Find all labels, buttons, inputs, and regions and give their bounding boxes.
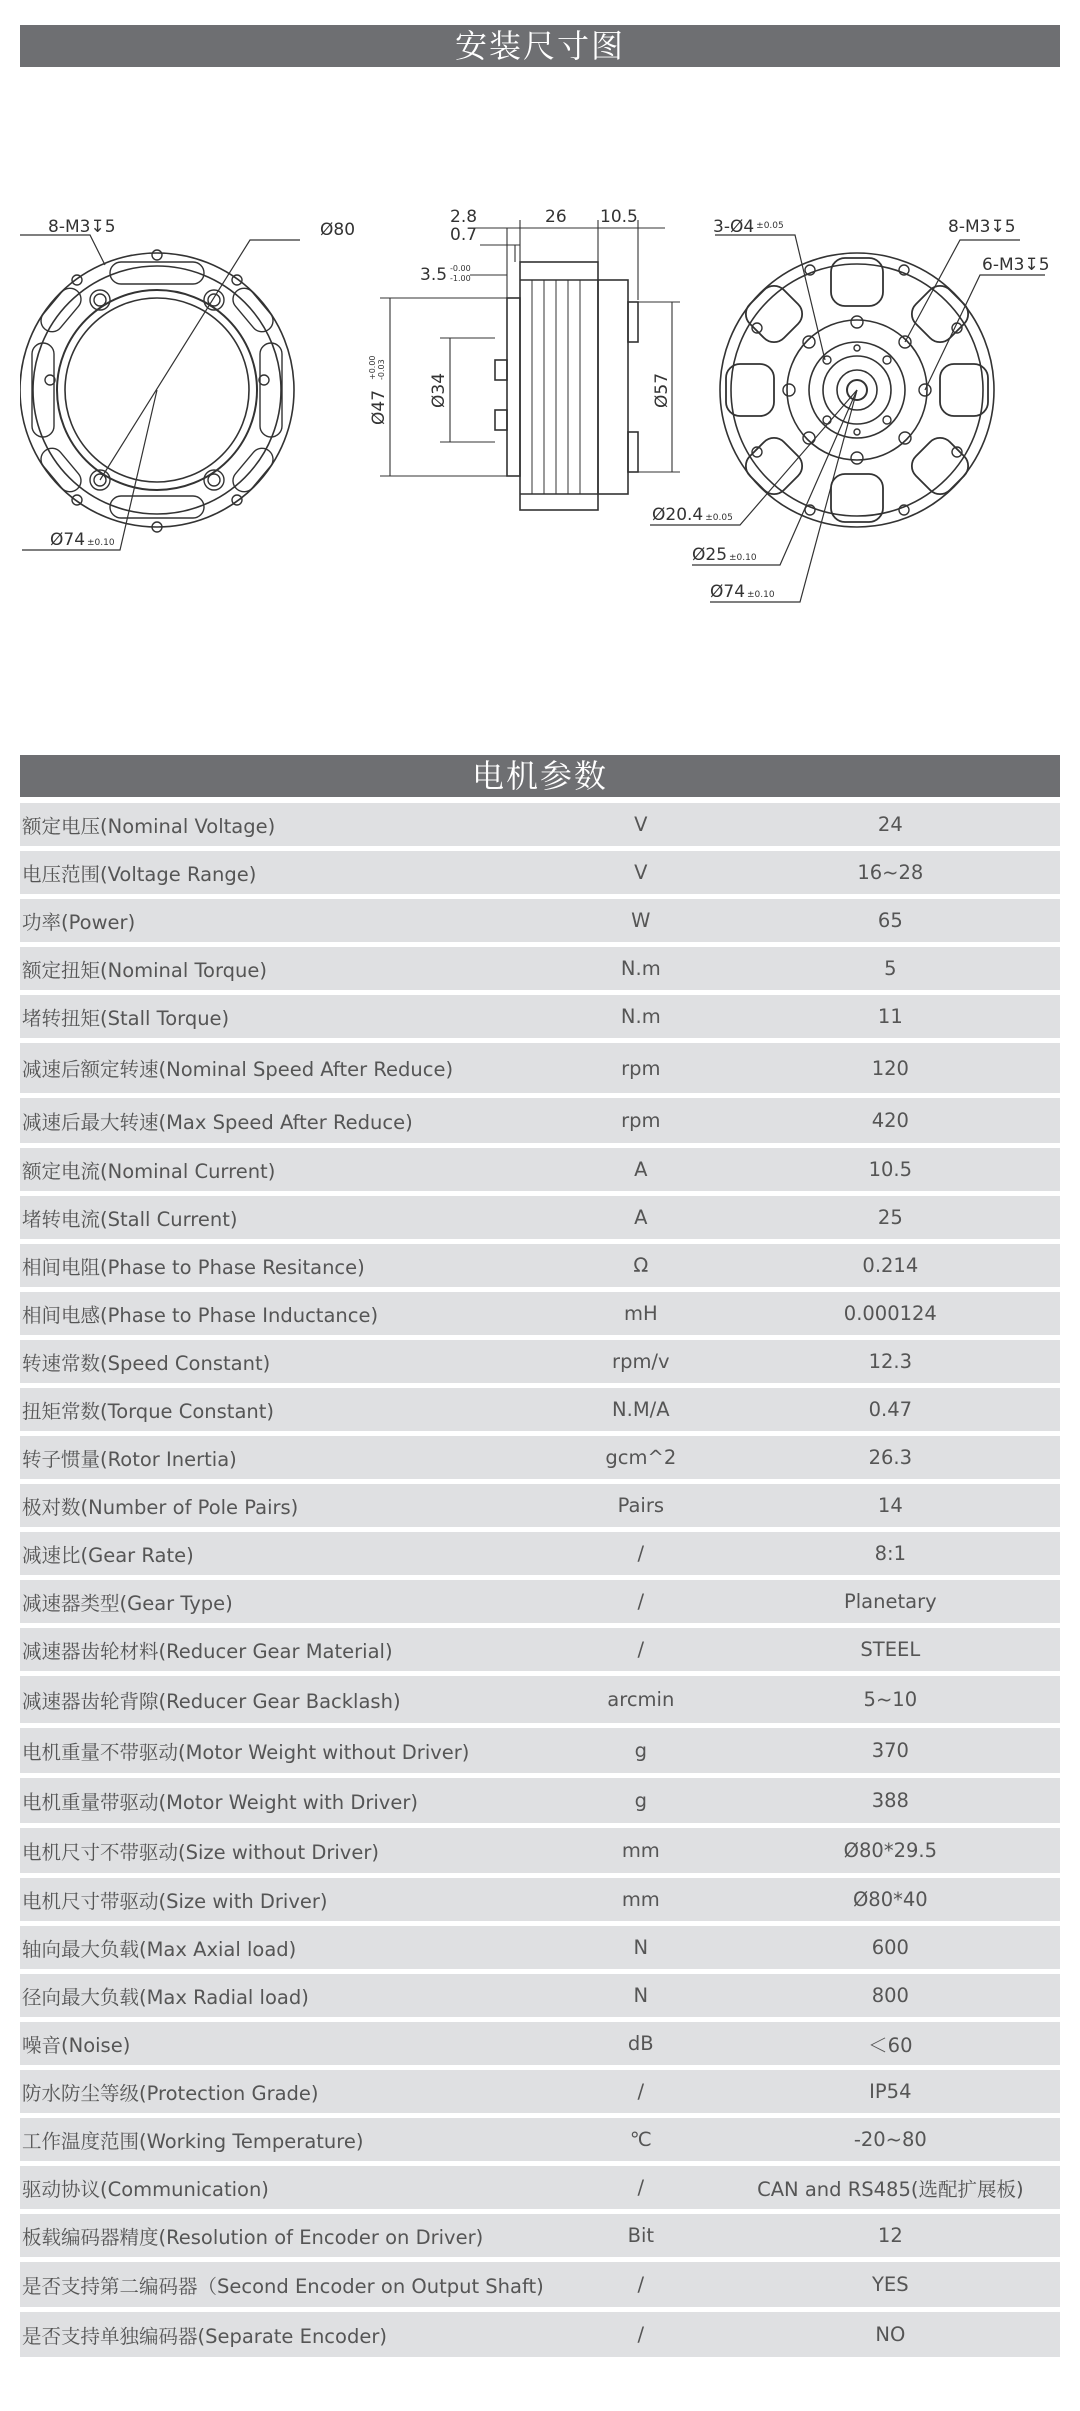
label-left-holes: 8-M3 bbox=[48, 217, 91, 237]
table-row bbox=[20, 1244, 1060, 1287]
param-name: 减速器类型(Gear Type) bbox=[22, 1591, 233, 1615]
table-row bbox=[20, 2262, 1060, 2307]
param-unit: mH bbox=[623, 1302, 658, 1325]
table-row bbox=[20, 2214, 1060, 2257]
param-value: 800 bbox=[871, 1984, 909, 2007]
param-value: NO bbox=[875, 2323, 906, 2346]
label-right-8m3: 8-M3 bbox=[948, 217, 991, 237]
table-row bbox=[20, 2118, 1060, 2161]
table-row bbox=[20, 2070, 1060, 2113]
param-name: 堵转扭矩(Stall Torque) bbox=[22, 1006, 230, 1030]
svg-text:-1.00: -1.00 bbox=[450, 274, 471, 283]
param-unit: / bbox=[637, 2176, 645, 2199]
label-right-3-dia4: 3-Ø4 bbox=[713, 217, 755, 237]
param-unit: mm bbox=[621, 1888, 660, 1911]
param-value: 12 bbox=[877, 2224, 903, 2247]
param-name: 电压范围(Voltage Range) bbox=[22, 862, 257, 886]
param-name: 是否支持第二编码器（Second Encoder on Output Shaft) bbox=[22, 2274, 544, 2298]
mounting-dimension-drawing bbox=[20, 90, 1060, 690]
table-row bbox=[20, 1484, 1060, 1527]
table-row bbox=[20, 1532, 1060, 1575]
param-value: 11 bbox=[877, 1005, 903, 1028]
drawing-section-title: 安装尺寸图 bbox=[20, 25, 1060, 67]
param-value: Ø80*29.5 bbox=[843, 1839, 937, 1862]
table-row bbox=[20, 1580, 1060, 1623]
param-name: 功率(Power) bbox=[22, 910, 136, 934]
param-unit: Bit bbox=[627, 2224, 655, 2247]
table-row bbox=[20, 2022, 1060, 2065]
label-right-dia20-4: Ø20.4 bbox=[652, 505, 704, 525]
param-name: 扭矩常数(Torque Constant) bbox=[22, 1399, 275, 1423]
param-unit: dB bbox=[627, 2032, 654, 2055]
param-name: 电机重量不带驱动(Motor Weight without Driver) bbox=[22, 1740, 470, 1764]
table-row bbox=[20, 995, 1060, 1038]
param-value: 10.5 bbox=[868, 1158, 913, 1181]
param-unit: rpm/v bbox=[612, 1350, 670, 1373]
svg-text:8-M3↧5: 8-M3↧5 bbox=[48, 217, 116, 237]
label-side-2-8: 2.8 bbox=[450, 207, 478, 227]
param-value: 24 bbox=[877, 813, 903, 836]
table-row bbox=[20, 1628, 1060, 1671]
param-value: 120 bbox=[871, 1056, 909, 1080]
param-value: 370 bbox=[871, 1739, 909, 1762]
param-unit: V bbox=[634, 813, 648, 836]
param-value: 5 bbox=[884, 957, 897, 980]
param-value: 12.3 bbox=[868, 1350, 913, 1373]
label-right-6m3: 6-M3 bbox=[982, 255, 1025, 275]
param-name: 防水防尘等级(Protection Grade) bbox=[22, 2081, 319, 2105]
param-value: ＜60 bbox=[868, 2033, 913, 2057]
param-name: 相间电感(Phase to Phase Inductance) bbox=[22, 1303, 379, 1327]
param-unit: V bbox=[634, 861, 648, 884]
table-row bbox=[20, 1148, 1060, 1191]
svg-text:-0.00: -0.00 bbox=[450, 264, 471, 273]
param-value: 420 bbox=[871, 1109, 909, 1132]
table-row bbox=[20, 851, 1060, 894]
param-unit: / bbox=[637, 2080, 645, 2103]
param-unit: / bbox=[637, 2273, 645, 2296]
param-name: 额定电流(Nominal Current) bbox=[22, 1159, 276, 1183]
param-unit: N.M/A bbox=[612, 1398, 670, 1421]
table-row bbox=[20, 1676, 1060, 1723]
param-value: STEEL bbox=[860, 1638, 921, 1661]
param-name: 减速比(Gear Rate) bbox=[22, 1543, 194, 1567]
label-right-dia25: Ø25 bbox=[692, 545, 728, 565]
param-name: 驱动协议(Communication) bbox=[22, 2177, 269, 2201]
param-value: Planetary bbox=[844, 1590, 937, 1613]
table-row bbox=[20, 2166, 1060, 2209]
param-unit: gcm^2 bbox=[605, 1446, 677, 1469]
param-name: 减速器齿轮材料(Reducer Gear Material) bbox=[22, 1639, 393, 1663]
param-value: 8:1 bbox=[874, 1542, 907, 1565]
param-unit: / bbox=[637, 1638, 645, 1661]
param-value: 25 bbox=[877, 1206, 903, 1229]
param-unit: N bbox=[633, 1984, 649, 2007]
param-unit: rpm bbox=[621, 1056, 661, 1080]
svg-text:Ø25±0.10: Ø25 ±0.10 bbox=[692, 545, 757, 565]
table-row bbox=[20, 1778, 1060, 1823]
param-name: 是否支持单独编码器(Separate Encoder) bbox=[22, 2324, 387, 2348]
params-section-title: 电机参数 bbox=[20, 755, 1060, 797]
label-left-dia80: Ø80 bbox=[320, 220, 356, 240]
param-name: 电机尺寸不带驱动(Size without Driver) bbox=[22, 1840, 379, 1864]
param-unit: Ω bbox=[633, 1254, 649, 1277]
param-value: 600 bbox=[871, 1936, 909, 1959]
param-unit: / bbox=[637, 2323, 645, 2346]
param-unit: W bbox=[631, 909, 651, 932]
param-name: 板载编码器精度(Resolution of Encoder on Driver) bbox=[22, 2225, 484, 2249]
param-name: 噪音(Noise) bbox=[22, 2033, 131, 2057]
param-value: 16~28 bbox=[857, 861, 924, 884]
param-value: 65 bbox=[877, 909, 903, 932]
table-row bbox=[20, 1043, 1060, 1093]
label-side-10-5: 10.5 bbox=[600, 207, 638, 227]
motor-parameters-table bbox=[20, 803, 1060, 2362]
param-name: 转速常数(Speed Constant) bbox=[22, 1351, 271, 1375]
param-unit: rpm bbox=[621, 1109, 661, 1132]
label-left-dia74: Ø74 bbox=[50, 530, 86, 550]
param-name: 转子惯量(Rotor Inertia) bbox=[22, 1447, 237, 1471]
table-row bbox=[20, 2312, 1060, 2357]
table-row bbox=[20, 1340, 1060, 1383]
param-value: 14 bbox=[877, 1494, 903, 1517]
table-row bbox=[20, 1098, 1060, 1143]
label-side-0-7: 0.7 bbox=[450, 225, 478, 245]
svg-text:8-M3↧5: 8-M3↧5 bbox=[948, 217, 1016, 237]
param-unit: A bbox=[634, 1206, 648, 1229]
param-value: YES bbox=[872, 2273, 909, 2296]
table-row bbox=[20, 1828, 1060, 1873]
param-value: 26.3 bbox=[868, 1446, 913, 1469]
label-side-dia57: Ø57 bbox=[652, 372, 672, 408]
param-name: 电机尺寸带驱动(Size with Driver) bbox=[22, 1889, 328, 1913]
svg-text:Ø74±0.10: Ø74 ±0.10 bbox=[710, 582, 775, 602]
param-unit: N.m bbox=[620, 1005, 661, 1028]
param-value: 0.47 bbox=[868, 1398, 913, 1421]
param-unit: arcmin bbox=[607, 1688, 675, 1711]
table-row bbox=[20, 1728, 1060, 1773]
param-unit: / bbox=[637, 1590, 645, 1613]
svg-text:3-Ø4±0.05: 3-Ø4 $^{\pm 0.05}$ bbox=[713, 217, 784, 237]
label-side-26: 26 bbox=[545, 207, 567, 227]
svg-text:-0.03: -0.03 bbox=[377, 359, 386, 380]
svg-text:Ø20.4±0.05: Ø20.4 ±0.05 bbox=[652, 505, 733, 525]
param-name: 电机重量带驱动(Motor Weight with Driver) bbox=[22, 1790, 418, 1814]
side-view bbox=[380, 220, 680, 510]
param-name: 径向最大负载(Max Radial load) bbox=[22, 1985, 309, 2009]
param-name: 轴向最大负载(Max Axial load) bbox=[22, 1937, 297, 1961]
table-row bbox=[20, 1926, 1060, 1969]
param-value: 0.000124 bbox=[843, 1302, 937, 1325]
param-unit: / bbox=[637, 1542, 645, 1565]
table-row bbox=[20, 947, 1060, 990]
param-value: CAN and RS485(选配扩展板) bbox=[757, 2177, 1024, 2201]
param-value: Ø80*40 bbox=[852, 1888, 928, 1911]
param-unit: N bbox=[633, 1936, 649, 1959]
param-name: 工作温度范围(Working Temperature) bbox=[22, 2129, 364, 2153]
drawing-svg bbox=[20, 90, 1060, 690]
param-unit: A bbox=[634, 1158, 648, 1181]
param-name: 额定电压(Nominal Voltage) bbox=[22, 814, 276, 838]
table-row bbox=[20, 899, 1060, 942]
table-row bbox=[20, 1436, 1060, 1479]
param-unit: ℃ bbox=[629, 2128, 652, 2151]
svg-text:+0.00: +0.00 bbox=[368, 355, 377, 380]
param-name: 减速器齿轮背隙(Reducer Gear Backlash) bbox=[22, 1689, 401, 1713]
param-value: 0.214 bbox=[862, 1254, 919, 1277]
table-row bbox=[20, 1196, 1060, 1239]
param-value: IP54 bbox=[869, 2080, 912, 2103]
svg-text:6-M3↧5: 6-M3↧5 bbox=[982, 255, 1050, 275]
table-row bbox=[20, 1388, 1060, 1431]
param-name: 减速后额定转速(Nominal Speed After Reduce) bbox=[22, 1058, 454, 1081]
param-name: 堵转电流(Stall Current) bbox=[22, 1207, 238, 1231]
label-side-dia34: Ø34 bbox=[429, 372, 449, 408]
table-row bbox=[20, 1878, 1060, 1921]
param-unit: g bbox=[634, 1739, 647, 1762]
svg-text:Ø47 bbox=[369, 390, 389, 425]
table-row bbox=[20, 1974, 1060, 2017]
param-name: 额定扭矩(Nominal Torque) bbox=[22, 958, 268, 982]
svg-text:Ø74±0.10: Ø74 ±0.10 bbox=[50, 530, 115, 550]
param-unit: g bbox=[634, 1789, 647, 1812]
param-name: 极对数(Number of Pole Pairs) bbox=[22, 1495, 299, 1519]
param-value: 388 bbox=[871, 1789, 909, 1812]
svg-text:3.5 bbox=[420, 265, 447, 285]
label-side-dia47: Ø47 bbox=[369, 389, 389, 425]
left-view bbox=[20, 235, 300, 550]
param-value: -20~80 bbox=[853, 2128, 927, 2151]
label-side-3-5: 3.5 bbox=[420, 265, 448, 285]
param-value: 5~10 bbox=[863, 1688, 918, 1711]
param-name: 相间电阻(Phase to Phase Resitance) bbox=[22, 1255, 365, 1279]
table-row bbox=[20, 1292, 1060, 1335]
param-unit: Pairs bbox=[617, 1494, 665, 1517]
label-right-dia74: Ø74 bbox=[710, 582, 746, 602]
param-name: 减速后最大转速(Max Speed After Reduce) bbox=[22, 1110, 413, 1134]
param-unit: mm bbox=[621, 1839, 660, 1862]
table-row bbox=[20, 803, 1060, 846]
param-unit: N.m bbox=[620, 957, 661, 980]
